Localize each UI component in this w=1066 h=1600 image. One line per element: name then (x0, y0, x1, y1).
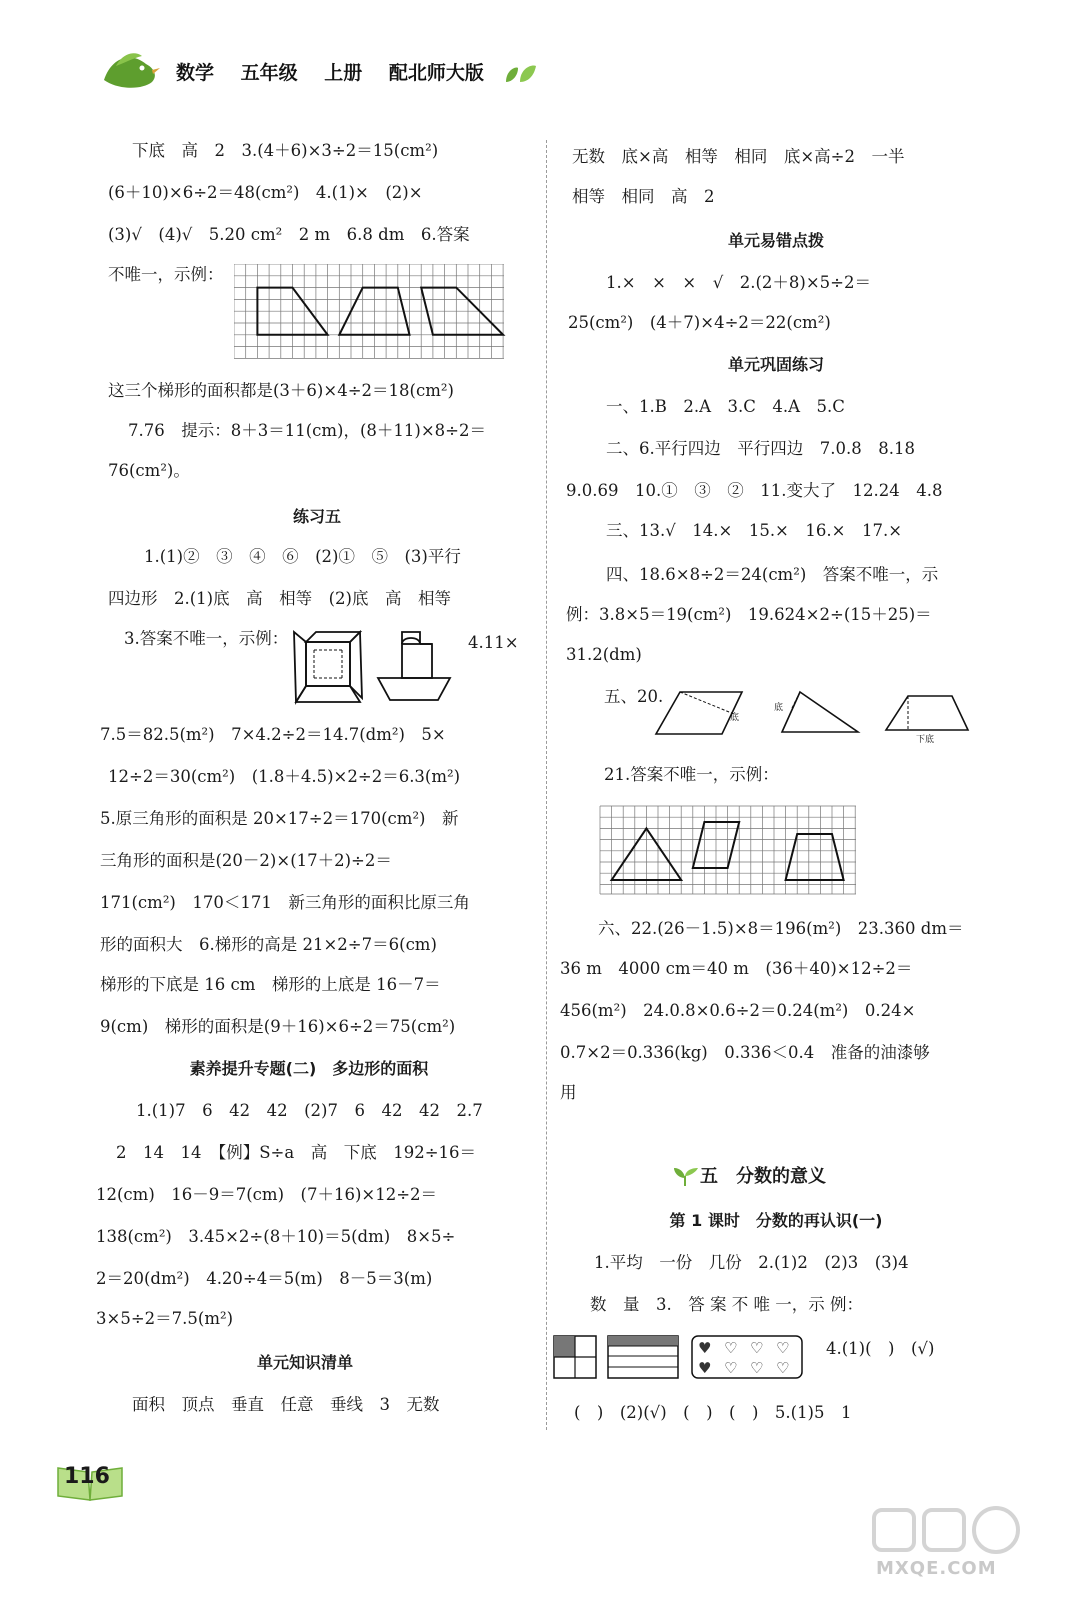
section-heading: 练习五 (292, 507, 341, 526)
text-line: 四、18.6×8÷2＝24(cm²) 答案不唯一，示 (606, 565, 939, 584)
text-line: 171(cm²) 170＜171 新三角形的面积比原三角 (100, 893, 470, 912)
text-line: 5.原三角形的面积是 20×17÷2＝170(cm²) 新 (100, 809, 459, 828)
svg-text:♥: ♥ (698, 1359, 712, 1377)
header-grade: 五年级 (240, 62, 298, 84)
text-line: 2＝20(dm²) 4.20÷4＝5(m) 8－5＝3(m) (96, 1269, 433, 1288)
leaf-icon (502, 62, 538, 86)
height-drawing-figure (650, 686, 980, 746)
text-line: 76(cm²)。 (108, 461, 190, 480)
bird-logo-icon (98, 46, 162, 94)
text-line: (6＋10)×6÷2＝48(cm²) 4.(1)× (2)× (108, 183, 423, 202)
text-line: 456(m²) 24.0.8×0.6÷2＝0.24(m²) 0.24× (560, 1001, 916, 1020)
svg-text:♡: ♡ (776, 1359, 790, 1377)
text-line: 三角形的面积是(20－2)×(17＋2)÷2＝ (100, 851, 392, 870)
page-header (98, 44, 558, 100)
text-line: 梯形的下底是 16 cm 梯形的上底是 16－7＝ (100, 975, 441, 994)
text-line: 1.(1)② ③ ④ ⑥ (2)① ⑤ (3)平行 (144, 547, 461, 566)
text-line: 一、1.B 2.A 3.C 4.A 5.C (606, 397, 845, 416)
text-line: 六、22.(26－1.5)×8＝196(m²) 23.360 dm＝ (598, 919, 964, 938)
text-line: 1.平均 一份 几份 2.(1)2 (2)3 (3)4 (594, 1253, 909, 1272)
sprout-icon (672, 1166, 700, 1188)
trapezoid-grid-figure (234, 264, 506, 360)
watermark-text: MXQE.COM (876, 1558, 997, 1579)
text-line: 1.(1)7 6 42 42 (2)7 6 42 42 2.7 (136, 1101, 483, 1120)
lesson-title: 第 1 课时 分数的再认识(一) (669, 1211, 883, 1230)
svg-text:♡: ♡ (724, 1359, 738, 1377)
text-line: (3)√ (4)√ 5.20 cm² 2 m 6.8 dm 6.答案 (108, 225, 470, 244)
text-line: 3×5÷2＝7.5(m²) (96, 1309, 234, 1328)
section-heading: 单元巩固练习 (727, 355, 824, 374)
svg-text:♥: ♥ (698, 1339, 712, 1357)
text-line: 9(cm) 梯形的面积是(9＋16)×6÷2＝75(cm²) (100, 1017, 456, 1036)
text-line: 21.答案不唯一，示例： (604, 765, 779, 784)
text-line: 数 量 3. 答 案 不 唯 一，示 例： (590, 1295, 863, 1314)
header-subject: 数学 (176, 62, 215, 84)
text-line: 4.11× (468, 633, 519, 652)
base-label: 底 (774, 703, 784, 713)
text-line: 31.2(dm) (566, 645, 642, 664)
fraction-examples-figure (552, 1334, 808, 1380)
shapes-grid-figure (598, 804, 860, 896)
text-line: 1.× × × √ 2.(2＋8)×5÷2＝ (606, 273, 871, 292)
text-line: 下底 高 2 3.(4＋6)×3÷2＝15(cm²) (132, 141, 439, 160)
section-heading: 单元知识清单 (256, 1353, 353, 1372)
text-line: 用 (560, 1083, 577, 1102)
text-line: 12(cm) 16－9＝7(cm) (7＋16)×12÷2＝ (96, 1185, 438, 1204)
header-edition: 配北师大版 (388, 62, 484, 84)
section-heading: 素养提升专题(二) 多边形的面积 (189, 1059, 429, 1078)
text-line: 12÷2＝30(cm²) (1.8＋4.5)×2÷2＝6.3(m²) (108, 767, 461, 786)
text-line: 三、13.√ 14.× 15.× 16.× 17.× (606, 521, 903, 540)
text-line: 四边形 2.(1)底 高 相等 (2)底 高 相等 (108, 589, 451, 608)
base-label: 底 (730, 713, 740, 723)
page-number (56, 1462, 124, 1502)
text-line: 138(cm²) 3.45×2÷(8＋10)＝5(dm) 8×5÷ (96, 1227, 456, 1246)
text-line: 例：3.8×5＝19(cm²) 19.624×2÷(15＋25)＝ (566, 605, 932, 624)
section-heading: 单元易错点拨 (727, 231, 824, 250)
text-line: 3.答案不唯一，示例： (124, 629, 289, 648)
svg-text:♡: ♡ (750, 1339, 764, 1357)
text-line: 相等 相同 高 2 (572, 187, 715, 206)
text-line: 36 m 4000 cm＝40 m (36＋40)×12÷2＝ (560, 959, 913, 978)
net-figure (290, 630, 456, 708)
text-line: 五、20. (604, 687, 664, 706)
text-line: 7.5＝82.5(m²) 7×4.2÷2＝14.7(dm²) 5× (100, 725, 446, 744)
text-line: 无数 底×高 相等 相同 底×高÷2 一半 (572, 147, 905, 166)
header-volume: 上册 (324, 62, 363, 84)
text-line: 4.(1)( ) (√) (826, 1339, 935, 1358)
text-line: 0.7×2＝0.336(kg) 0.336＜0.4 准备的油漆够 (560, 1043, 930, 1062)
watermark-logo-icon (866, 1500, 1046, 1560)
text-line: 2 14 14 【例】S÷a 高 下底 192÷16＝ (116, 1143, 477, 1162)
svg-text:♡: ♡ (724, 1339, 738, 1357)
text-line: 这三个梯形的面积都是(3＋6)×4÷2＝18(cm²) (108, 381, 454, 400)
text-line: 7.76 提示：8＋3＝11(cm)，(8＋11)×8÷2＝ (128, 421, 487, 440)
text-line: 25(cm²) (4＋7)×4÷2＝22(cm²) (568, 313, 831, 332)
svg-text:♡: ♡ (776, 1339, 790, 1357)
header-title (176, 58, 504, 85)
unit-title: 五 分数的意义 (700, 1166, 826, 1187)
lower-base-label: 下底 (916, 735, 935, 745)
text-line: 面积 顶点 垂直 任意 垂线 3 无数 (132, 1395, 440, 1414)
text-line: 二、6.平行四边 平行四边 7.0.8 8.18 (606, 439, 915, 458)
text-line: 不唯一，示例： (108, 265, 224, 284)
text-line: 9.0.69 10.① ③ ② 11.变大了 12.24 4.8 (566, 481, 943, 500)
watermark (866, 1500, 1046, 1590)
text-line: 形的面积大 6.梯形的高是 21×2÷7＝6(cm) (100, 935, 437, 954)
column-divider (546, 140, 547, 1430)
svg-text:♡: ♡ (750, 1359, 764, 1377)
text-line: ( ) (2)(√) ( ) ( ) 5.(1)5 1 (574, 1403, 852, 1422)
page-number-text: 116 (64, 1464, 110, 1489)
